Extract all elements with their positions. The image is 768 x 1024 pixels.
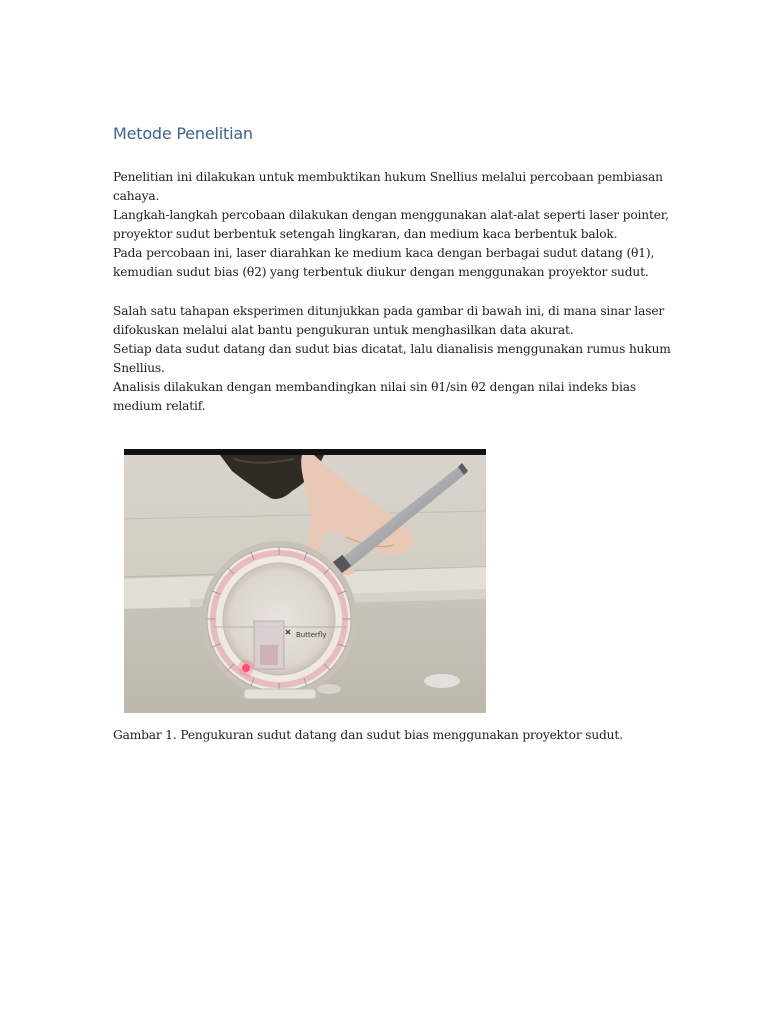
brand-label: Butterfly [296, 631, 327, 639]
text-line: Snellius. [113, 361, 165, 375]
text-line: Setiap data sudut datang dan sudut bias dicatat, lalu dianalisis menggunakan rumus hukum [113, 342, 671, 356]
text-line: proyektor sudut berbentuk setengah lingkaran, dan medium kaca berbentuk balok. [113, 227, 618, 241]
paragraph-method-intro [113, 168, 673, 282]
experiment-photo-illustration [124, 449, 486, 713]
text-line: cahaya. [113, 189, 160, 203]
text-line: Analisis dilakukan dengan membandingkan nilai sin θ1/sin θ2 dengan nilai indeks bias [113, 380, 636, 394]
experiment-photo [124, 449, 486, 713]
text-line: difokuskan melalui alat bantu pengukuran untuk menghasilkan data akurat. [113, 323, 574, 337]
text-line: Salah satu tahapan eksperimen ditunjukkan pada gambar di bawah ini, di mana sinar laser [113, 304, 665, 318]
photo-top-border [124, 449, 486, 455]
text-line: kemudian sudut bias (θ2) yang terbentuk diukur dengan menggunakan proyektor sudut. [113, 265, 649, 279]
text-line: medium relatif. [113, 399, 206, 413]
text-line: Langkah-langkah percobaan dilakukan dengan menggunakan alat-alat seperti laser pointer, [113, 208, 669, 222]
paragraph-experiment-steps [113, 302, 673, 416]
figure-caption: Gambar 1. Pengukuran sudut datang dan sudut bias menggunakan proyektor sudut. [113, 728, 623, 742]
section-heading: Metode Penelitian [113, 124, 253, 143]
text-line: Pada percobaan ini, laser diarahkan ke medium kaca dengan berbagai sudut datang (θ1), [113, 246, 655, 260]
text-line: Penelitian ini dilakukan untuk membuktikan hukum Snellius melalui percobaan pembiasan [113, 170, 663, 184]
